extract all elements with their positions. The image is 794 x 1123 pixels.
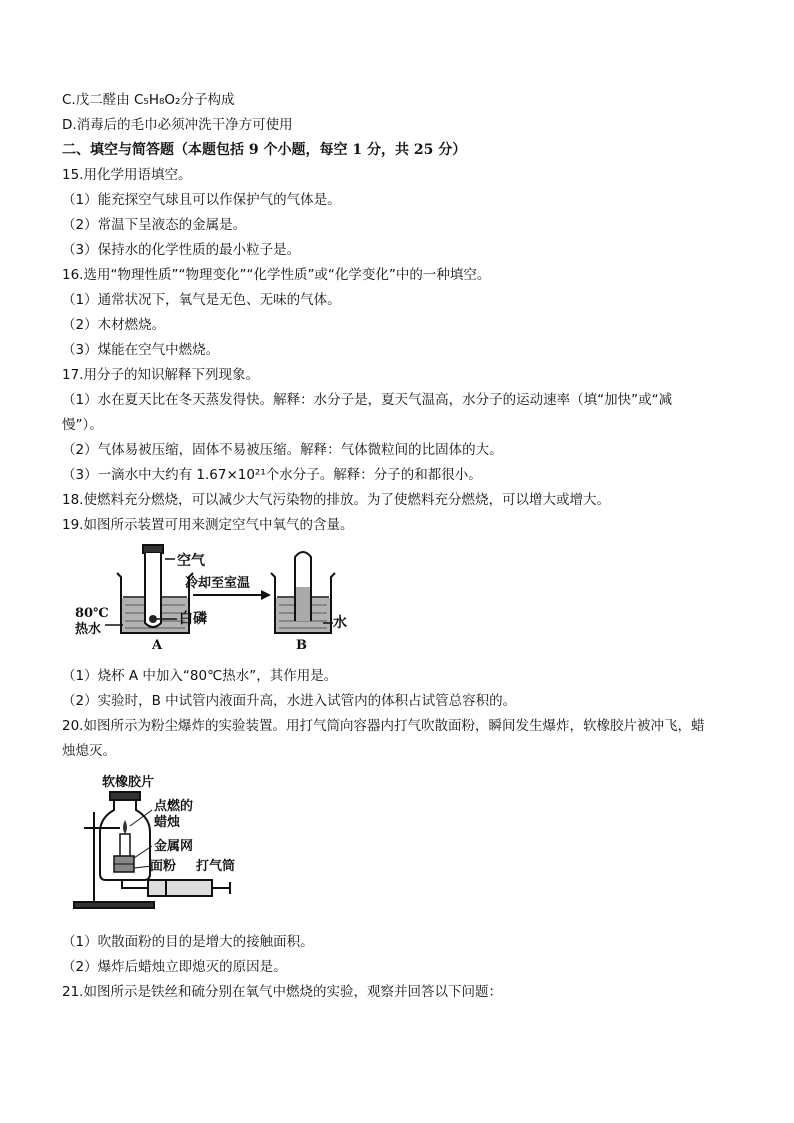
question-21: 21.如图所示是铁丝和硫分别在氧气中燃烧的实验，观察并回答以下问题： (62, 984, 502, 1000)
q20-part2: （2）爆炸后蜡烛立即熄灭的原因是。 (62, 959, 287, 975)
q17-part1: （1）水在夏天比在冬天蒸发得快。解释：水分子是，夏天气温高，水分子的运动速率（填“加快”或“减 (62, 392, 673, 408)
question-18: 18.使燃料充分燃烧，可以减少大气污染物的排放。为了使燃料充分燃烧，可以增大或增大。 (62, 492, 610, 508)
question-17: 17.用分子的知识解释下列现象。 (62, 367, 259, 383)
q16-part2: （2）木材燃烧。 (62, 317, 166, 333)
air-pump (122, 880, 230, 896)
q17-part3: （3）一滴水中大约有 1.67×10²¹个水分子。解释：分子的和都很小。 (62, 467, 482, 483)
dust-explosion-figure (70, 770, 270, 915)
option-c: C.戊二醛由 C₅H₈O₂分子构成 (62, 92, 235, 108)
arrow-head (261, 590, 271, 600)
question-20-cont: 烛熄灭。 (62, 743, 116, 759)
q15-part2: （2）常温下呈液态的金属是。 (62, 217, 247, 233)
label-hot-water: 热水 (75, 622, 102, 637)
q19-part1: （1）烧杯 A 中加入“80℃热水”，其作用是。 (62, 668, 338, 684)
label-80c: 80℃ (75, 606, 109, 621)
q15-part1: （1）能充探空气球且可以作保护气的气体是。 (62, 192, 341, 208)
q17-part2: （2）气体易被压缩，固体不易被压缩。解释：气体微粒间的比固体的大。 (62, 442, 503, 458)
label-lit-candle-1: 点燃的 (154, 799, 194, 814)
test-tube-a (143, 545, 163, 627)
q19-part2: （2）实验时，B 中试管内液面升高，水进入试管内的体积占试管总容积的。 (62, 693, 517, 709)
label-b: B (296, 638, 307, 653)
q16-part1: （1）通常状况下，氧气是无色、无味的气体。 (62, 292, 341, 308)
oxygen-content-figure (65, 535, 365, 655)
candle (120, 820, 130, 860)
question-15: 15.用化学用语填空。 (62, 167, 192, 183)
q16-part3: （3）煤能在空气中燃烧。 (62, 342, 220, 358)
label-flour: 面粉 (150, 859, 177, 874)
option-d: D.消毒后的毛巾必须冲洗干净方可使用 (62, 117, 293, 133)
label-water: 水 (333, 615, 347, 631)
q17-part1-cont: 慢”）。 (62, 417, 103, 433)
white-phosphorus (149, 615, 157, 623)
section-heading: 二、填空与简答题（本题包括 9 个小题，每空 1 分，共 25 分） (62, 142, 467, 158)
label-white-phosphorus: 白磷 (179, 611, 207, 627)
question-20: 20.如图所示为粉尘爆炸的实验装置。用打气筒向容器内打气吹散面粉，瞬间发生爆炸，软橡胶片被冲飞，蜡 (62, 718, 705, 734)
question-19: 19.如图所示装置可用来测定空气中氧气的含量。 (62, 517, 354, 533)
label-lit-candle-2: 蜡烛 (154, 815, 181, 830)
label-a: A (152, 638, 163, 653)
question-16: 16.选用“物理性质”“物理变化”“化学性质”或“化学变化”中的一种填空。 (62, 267, 491, 283)
label-metal-mesh: 金属网 (154, 839, 194, 854)
label-cool: 冷却至室温 (185, 576, 251, 591)
label-air: 空气 (177, 553, 205, 569)
label-pump: 打气筒 (196, 859, 236, 874)
q20-part1: （1）吹散面粉的目的是增大的接触面积。 (62, 934, 314, 950)
q15-part3: （3）保持水的化学性质的最小粒子是。 (62, 242, 301, 258)
test-tube-b (295, 552, 311, 621)
label-rubber-sheet: 软橡胶片 (102, 775, 155, 790)
